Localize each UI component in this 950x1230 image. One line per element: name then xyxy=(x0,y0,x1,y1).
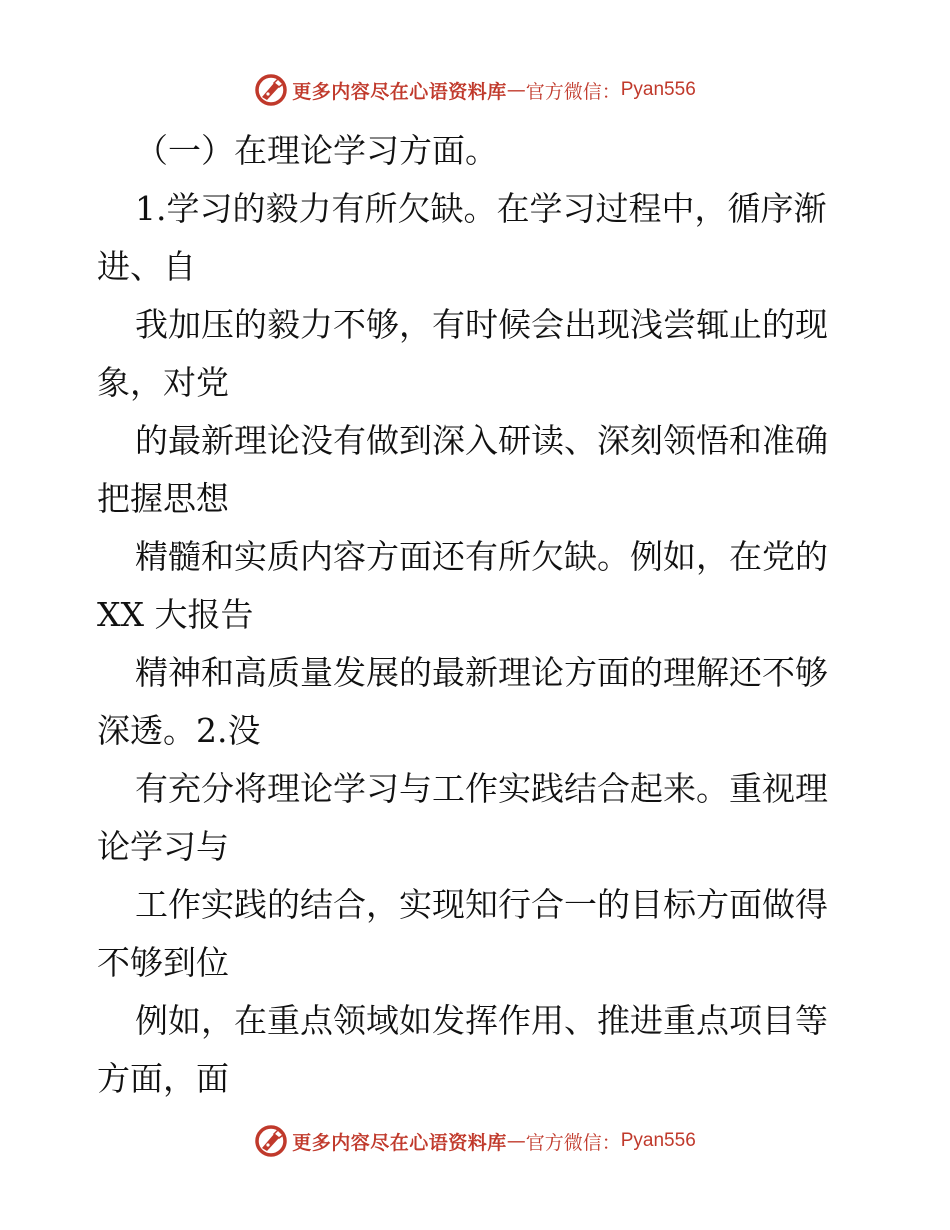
footer-banner xyxy=(0,1121,950,1161)
banner-wechat-label: 官方微信： xyxy=(525,80,621,103)
banner-brand-text: 更多内容尽在心语资料库 xyxy=(292,1131,507,1154)
header-banner xyxy=(0,70,950,110)
text-line: XX 大报告 xyxy=(97,595,254,634)
text-line: 深透。2.没 xyxy=(97,711,261,750)
banner-separator: — xyxy=(506,1130,526,1152)
text-line: 1.学习的毅力有所欠缺。在学习过程中，循序渐 xyxy=(135,189,827,228)
banner-wechat-label: 官方微信： xyxy=(525,1131,621,1154)
text-line: 精神和高质量发展的最新理论方面的理解还不够 xyxy=(135,653,828,692)
text-line: 的最新理论没有做到深入研读、深刻领悟和准确 xyxy=(135,421,828,460)
text-line: 我加压的毅力不够，有时候会出现浅尝辄止的现 xyxy=(135,305,828,344)
banner-separator: — xyxy=(506,79,526,101)
text-line: 精髓和实质内容方面还有所欠缺。例如，在党的 xyxy=(135,537,828,576)
text-line: 工作实践的结合，实现知行合一的目标方面做得 xyxy=(135,885,828,924)
document-body xyxy=(97,122,857,1108)
banner-wechat-id: Pyan556 xyxy=(620,1130,696,1151)
banner-wechat-id: Pyan556 xyxy=(620,79,696,100)
text-line: 方面，面 xyxy=(97,1059,229,1098)
text-line: 象，对党 xyxy=(97,363,229,402)
pen-nib-logo-icon xyxy=(254,1124,288,1158)
text-line: 论学习与 xyxy=(97,827,229,866)
text-line: 进、自 xyxy=(97,247,196,286)
text-line: 有充分将理论学习与工作实践结合起来。重视理 xyxy=(135,769,828,808)
text-line: 把握思想 xyxy=(97,479,229,518)
banner-brand-text: 更多内容尽在心语资料库 xyxy=(292,80,507,103)
text-line: 不够到位 xyxy=(97,943,229,982)
section-heading: （一）在理论学习方面。 xyxy=(135,131,498,170)
text-line: 例如，在重点领域如发挥作用、推进重点项目等 xyxy=(135,1001,828,1040)
pen-nib-logo-icon xyxy=(254,73,288,107)
